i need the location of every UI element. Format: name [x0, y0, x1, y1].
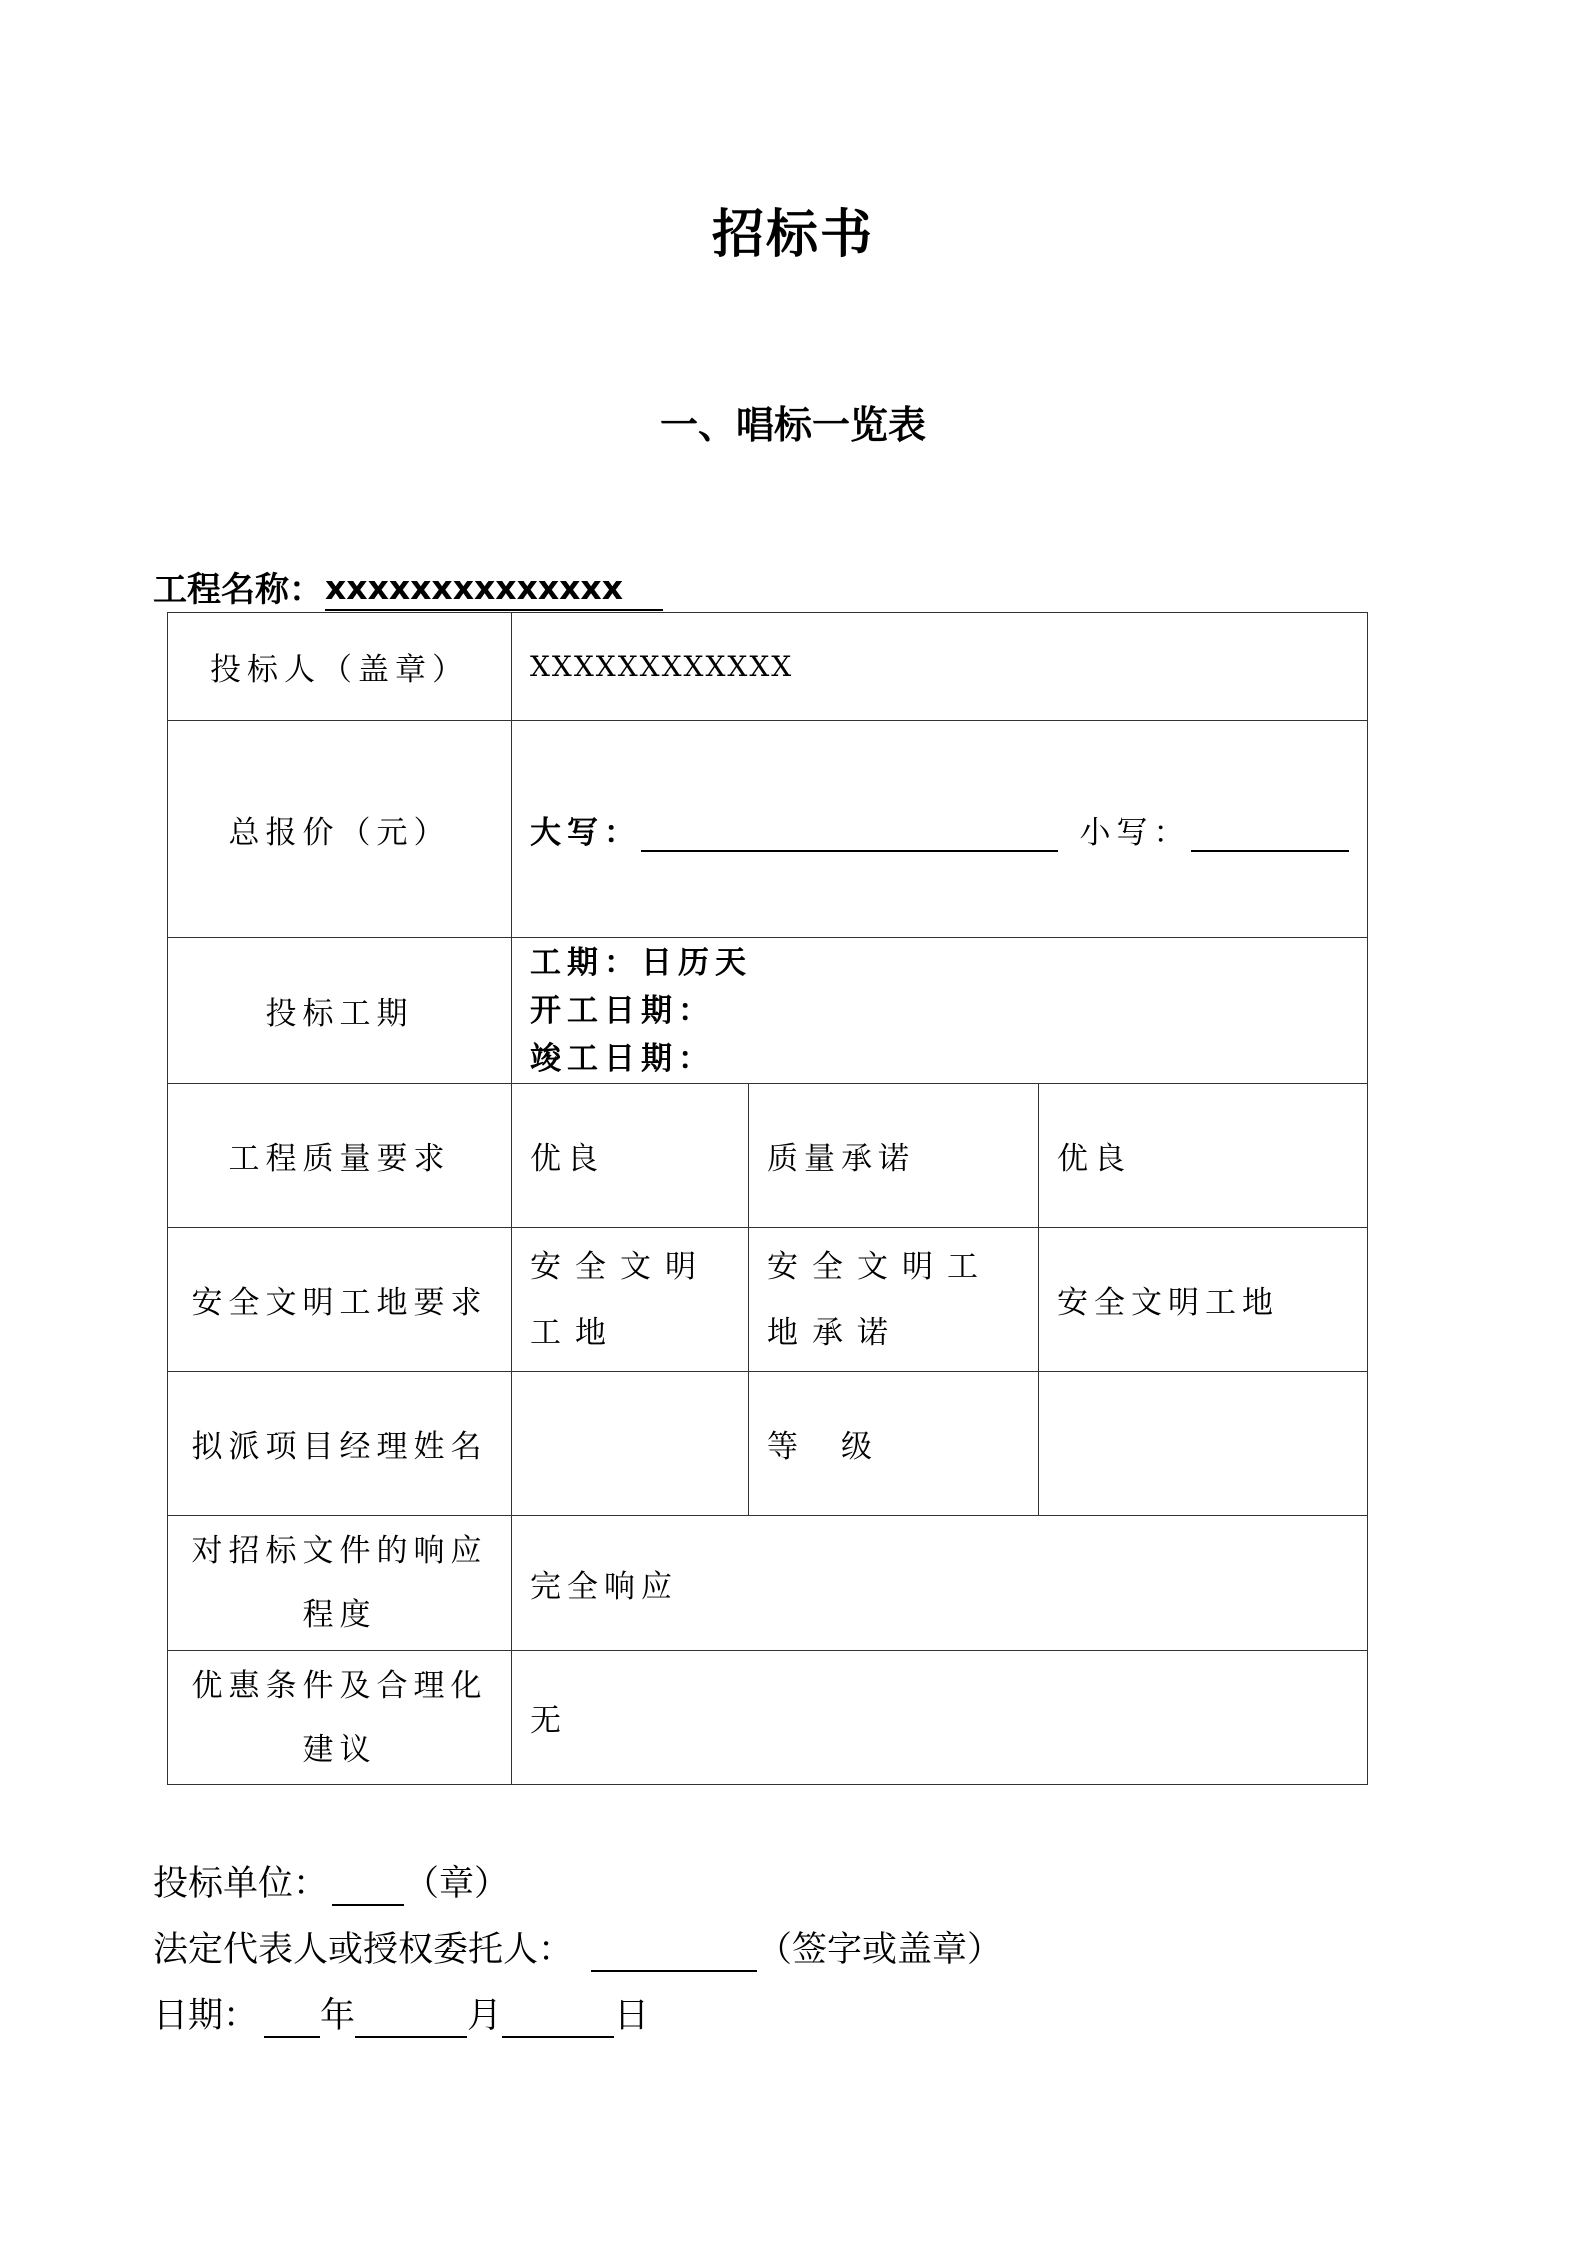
bid-unit-suffix: （章） — [404, 1864, 510, 1904]
price-lower-label: 小写： — [1079, 814, 1191, 851]
grade-label: 等 级 — [749, 1372, 1039, 1516]
date-month-field[interactable] — [355, 2000, 467, 2038]
date-row — [153, 1988, 649, 2038]
price-upper-field[interactable] — [641, 816, 1058, 852]
bid-period-label: 投标工期 — [168, 938, 512, 1084]
safety-requirement-label: 安全文明工地要求 — [168, 1228, 512, 1372]
project-manager-label: 拟派项目经理姓名 — [168, 1372, 512, 1516]
project-manager-value[interactable] — [512, 1372, 749, 1516]
representative-field[interactable] — [591, 1934, 757, 1972]
quality-requirement-value[interactable]: 优良 — [512, 1084, 749, 1228]
project-name-value[interactable]: xxxxxxxxxxxxxx — [325, 568, 663, 611]
date-day-label: 日 — [614, 1996, 650, 2036]
offer-value[interactable]: 无 — [512, 1651, 1368, 1785]
period-start-date[interactable]: 开工日期： — [530, 992, 715, 1029]
date-label: 日期： — [153, 1996, 259, 2036]
project-name-label: 工程名称： — [153, 570, 323, 610]
response-value[interactable]: 完全响应 — [512, 1516, 1368, 1651]
period-days[interactable]: 工期：日历天 — [530, 944, 752, 981]
total-price-label: 总报价（元） — [168, 721, 512, 938]
price-upper-label: 大写： — [530, 814, 641, 851]
safety-promise-value[interactable]: 安全文明工地 — [1039, 1228, 1368, 1372]
bid-period-cell — [512, 938, 1368, 1084]
quality-promise-label: 质量承诺 — [749, 1084, 1039, 1228]
date-year-field[interactable] — [264, 2000, 320, 2038]
project-name-row — [153, 562, 663, 611]
bid-unit-label: 投标单位： — [153, 1864, 329, 1904]
bid-unit-row — [153, 1856, 509, 1906]
section-title: 一、唱标一览表 — [659, 403, 926, 447]
quality-promise-value[interactable]: 优良 — [1039, 1084, 1368, 1228]
date-month-label: 月 — [467, 1996, 503, 2036]
bidder-value[interactable]: XXXXXXXXXXXX — [512, 613, 1368, 721]
date-year-label: 年 — [320, 1996, 356, 2036]
response-label: 对招标文件的响应程度 — [168, 1516, 512, 1651]
representative-row — [153, 1922, 1002, 1972]
quality-requirement-label: 工程质量要求 — [168, 1084, 512, 1228]
document-title: 招标书 — [711, 205, 874, 265]
offer-label: 优惠条件及合理化建议 — [168, 1651, 512, 1785]
price-lower-field[interactable] — [1191, 816, 1350, 852]
representative-suffix: （签字或盖章） — [757, 1930, 1003, 1970]
bidder-label: 投标人（盖章） — [168, 613, 512, 721]
grade-value[interactable] — [1039, 1372, 1368, 1516]
period-end-date[interactable]: 竣工日期： — [530, 1040, 715, 1077]
bid-unit-field[interactable] — [332, 1868, 404, 1906]
total-price-cell — [512, 721, 1368, 938]
date-day-field[interactable] — [502, 2000, 614, 2038]
bid-summary-table — [167, 612, 1368, 1785]
safety-requirement-value[interactable]: 安全文明工地 — [512, 1228, 749, 1372]
representative-label: 法定代表人或授权委托人： — [153, 1930, 574, 1970]
safety-promise-label: 安全文明工地承诺 — [749, 1228, 1039, 1372]
